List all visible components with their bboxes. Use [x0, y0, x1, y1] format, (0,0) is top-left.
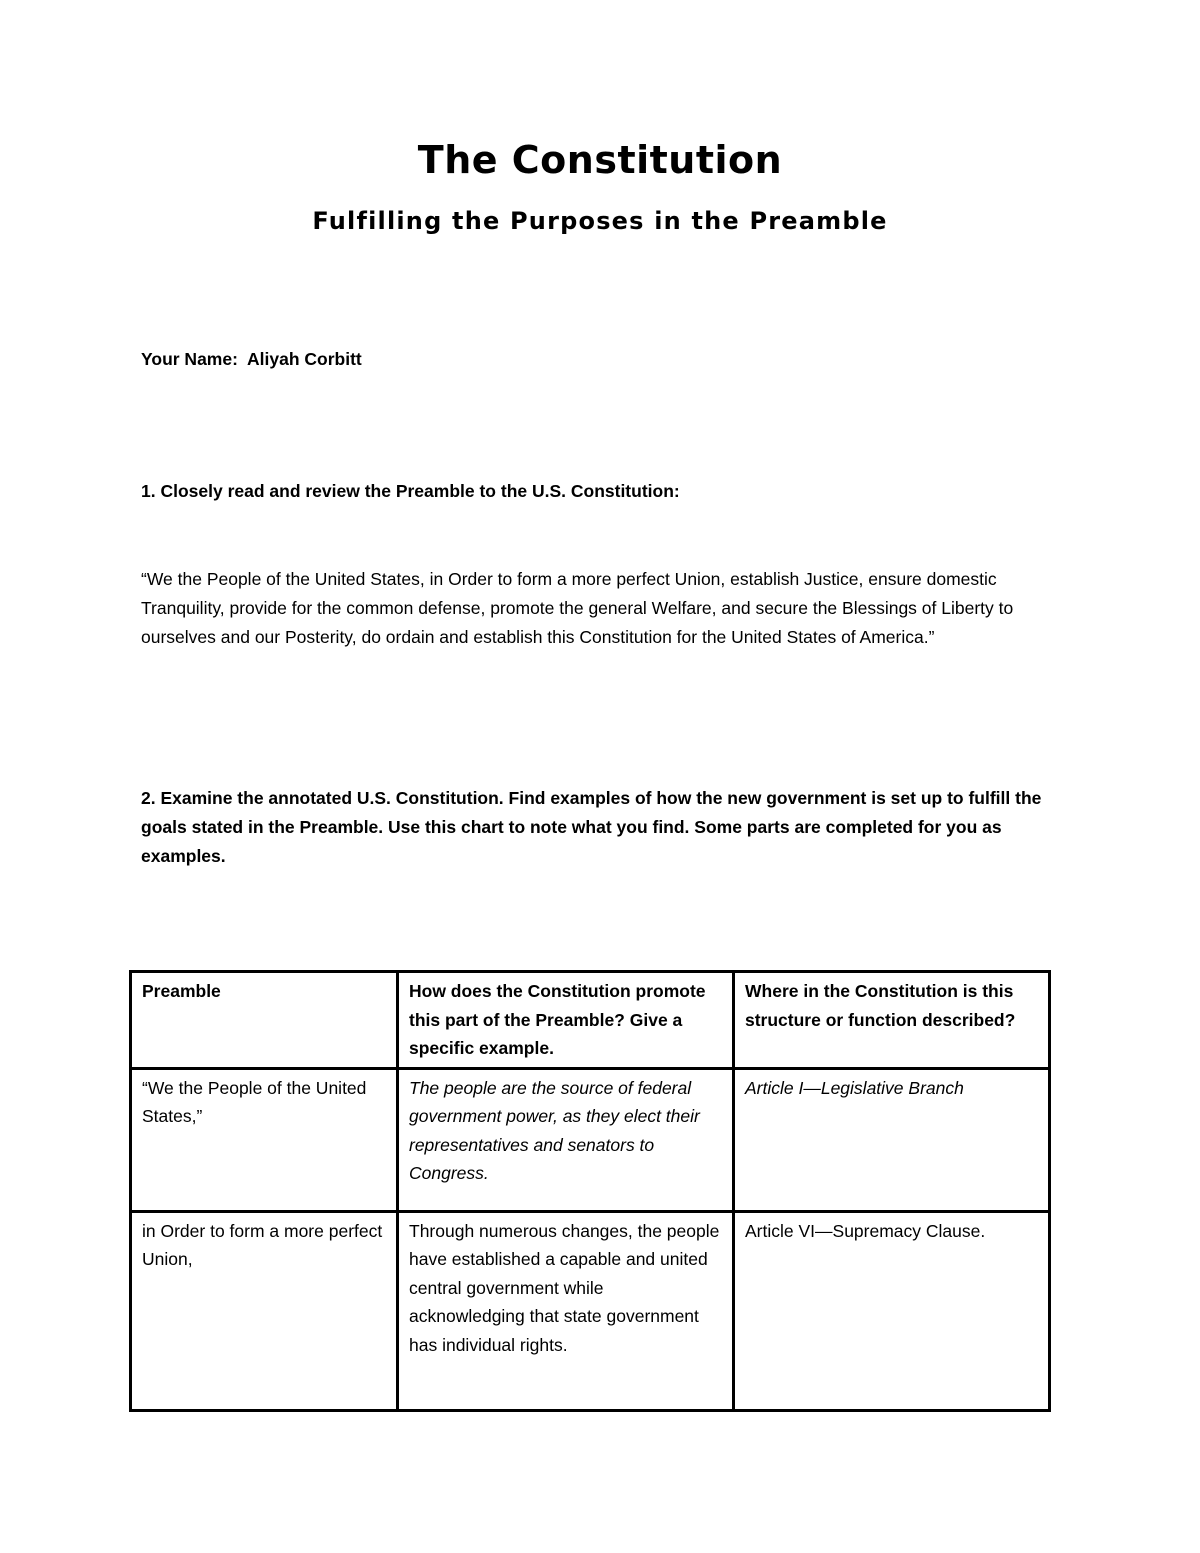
name-label: Your Name:: [141, 349, 238, 369]
page-subtitle: Fulfilling the Purposes in the Preamble: [312, 207, 888, 235]
table-row: [131, 1211, 1050, 1410]
preamble-chart-table: [129, 970, 1051, 1412]
preamble-quote: “We the People of the United States, in Order to form a more perfect Union, establish Justice, ensure domestic Tranquility, provide for the common defense, promote the general Welfare, and secure the Blessings of Liberty to ourselves and our Posterity, do ordain and establish this Constitution for the United States of America.”: [141, 569, 1014, 647]
page-title: The Constitution: [417, 138, 783, 182]
header-how: How does the Constitution promote this part of the Preamble? Give a specific example.: [398, 972, 734, 1069]
cell-preamble: “We the People of the United States,”: [131, 1068, 398, 1211]
header-preamble: Preamble: [131, 972, 398, 1069]
cell-preamble: in Order to form a more perfect Union,: [131, 1211, 398, 1410]
cell-where: Article VI—Supremacy Clause.: [734, 1211, 1050, 1410]
name-value: Aliyah Corbitt: [247, 349, 362, 369]
name-line: [141, 349, 362, 370]
cell-how: Through numerous changes, the people have established a capable and united central government while acknowledging that state government has individual rights.: [398, 1211, 734, 1410]
cell-where: Article I—Legislative Branch: [734, 1068, 1050, 1211]
question-2: 2. Examine the annotated U.S. Constitution. Find examples of how the new government is set up to fulfill the goals stated in the Preamble. Use this chart to note what you find. Some parts are completed for you as examples.: [141, 788, 1042, 866]
table-header-row: [131, 972, 1050, 1069]
cell-how: The people are the source of federal government power, as they elect their representatives and senators to Congress.: [398, 1068, 734, 1211]
header-where: Where in the Constitution is this structure or function described?: [734, 972, 1050, 1069]
table-row: [131, 1068, 1050, 1211]
question-1: 1. Closely read and review the Preamble to the U.S. Constitution:: [141, 481, 680, 501]
